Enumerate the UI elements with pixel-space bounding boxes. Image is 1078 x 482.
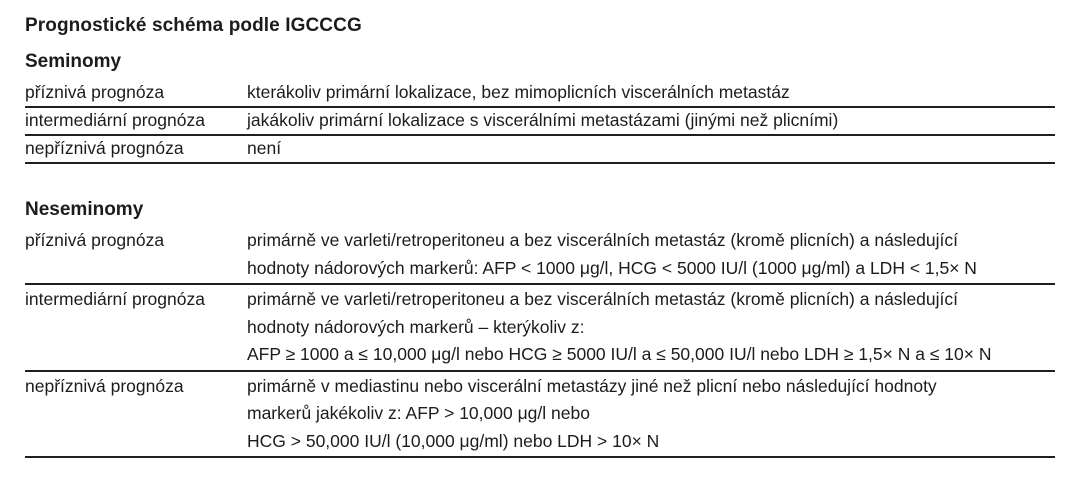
criteria-cell <box>247 227 1055 282</box>
neseminomy-table <box>25 226 1055 458</box>
seminomy-table <box>25 80 1055 164</box>
section-heading-seminomy: Seminomy <box>25 51 122 72</box>
criteria-line: jakákoliv primární lokalizace s viscerálními metastázami (jinými než plicními) <box>247 110 839 130</box>
prognosis-label: nepříznivá prognóza <box>25 375 184 396</box>
criteria-line: HCG > 50,000 IU/l (10,000 μg/ml) nebo LDH > 10× N <box>247 430 660 451</box>
prognosis-label: nepříznivá prognóza <box>25 138 184 158</box>
section-neseminomy <box>25 198 1055 458</box>
table-row <box>25 80 1055 108</box>
criteria-line: primárně ve varleti/retroperitoneu a bez viscerálních metastáz (kromě plicních) a následující <box>247 289 959 309</box>
table-row <box>25 226 1055 285</box>
criteria-line: AFP ≥ 1000 a ≤ 10,000 μg/l nebo HCG ≥ 5000 IU/l a ≤ 50,000 IU/l nebo LDH ≥ 1,5× N a ≤ 10× N <box>247 344 992 364</box>
section-heading-neseminomy: Neseminomy <box>25 199 144 220</box>
criteria-cell <box>247 286 1055 369</box>
section-seminomy <box>25 50 1055 164</box>
table-row <box>25 372 1055 459</box>
criteria-line: hodnoty nádorových markerů – kterýkoliv z: <box>247 316 585 337</box>
prognosis-label: příznivá prognóza <box>25 230 165 250</box>
criteria-line: primárně v mediastinu nebo viscerální metastázy jiné než plicní nebo následující hodnoty <box>247 375 937 396</box>
prognosis-label: příznivá prognóza <box>25 82 165 102</box>
criteria-line: kterákoliv primární lokalizace, bez mimoplicních viscerálních metastáz <box>247 82 790 102</box>
table-row <box>25 108 1055 136</box>
table-row <box>25 136 1055 164</box>
criteria-cell <box>247 138 1055 159</box>
criteria-line: markerů jakékoliv z: AFP > 10,000 μg/l nebo <box>247 403 590 423</box>
criteria-line: hodnoty nádorových markerů: AFP < 1000 μg/l, HCG < 5000 IU/l (1000 μg/ml) a LDH < 1,5× N <box>247 257 977 278</box>
prognosis-label: intermediární prognóza <box>25 289 205 309</box>
criteria-line: primárně ve varleti/retroperitoneu a bez viscerálních metastáz (kromě plicních) a následující <box>247 230 959 250</box>
prognosis-label: intermediární prognóza <box>25 110 205 130</box>
criteria-cell <box>247 110 1055 131</box>
criteria-line: není <box>247 138 282 158</box>
criteria-cell <box>247 82 1055 103</box>
criteria-cell <box>247 373 1055 456</box>
table-row <box>25 285 1055 372</box>
document-title: Prognostické schéma podle IGCCCG <box>25 15 362 36</box>
